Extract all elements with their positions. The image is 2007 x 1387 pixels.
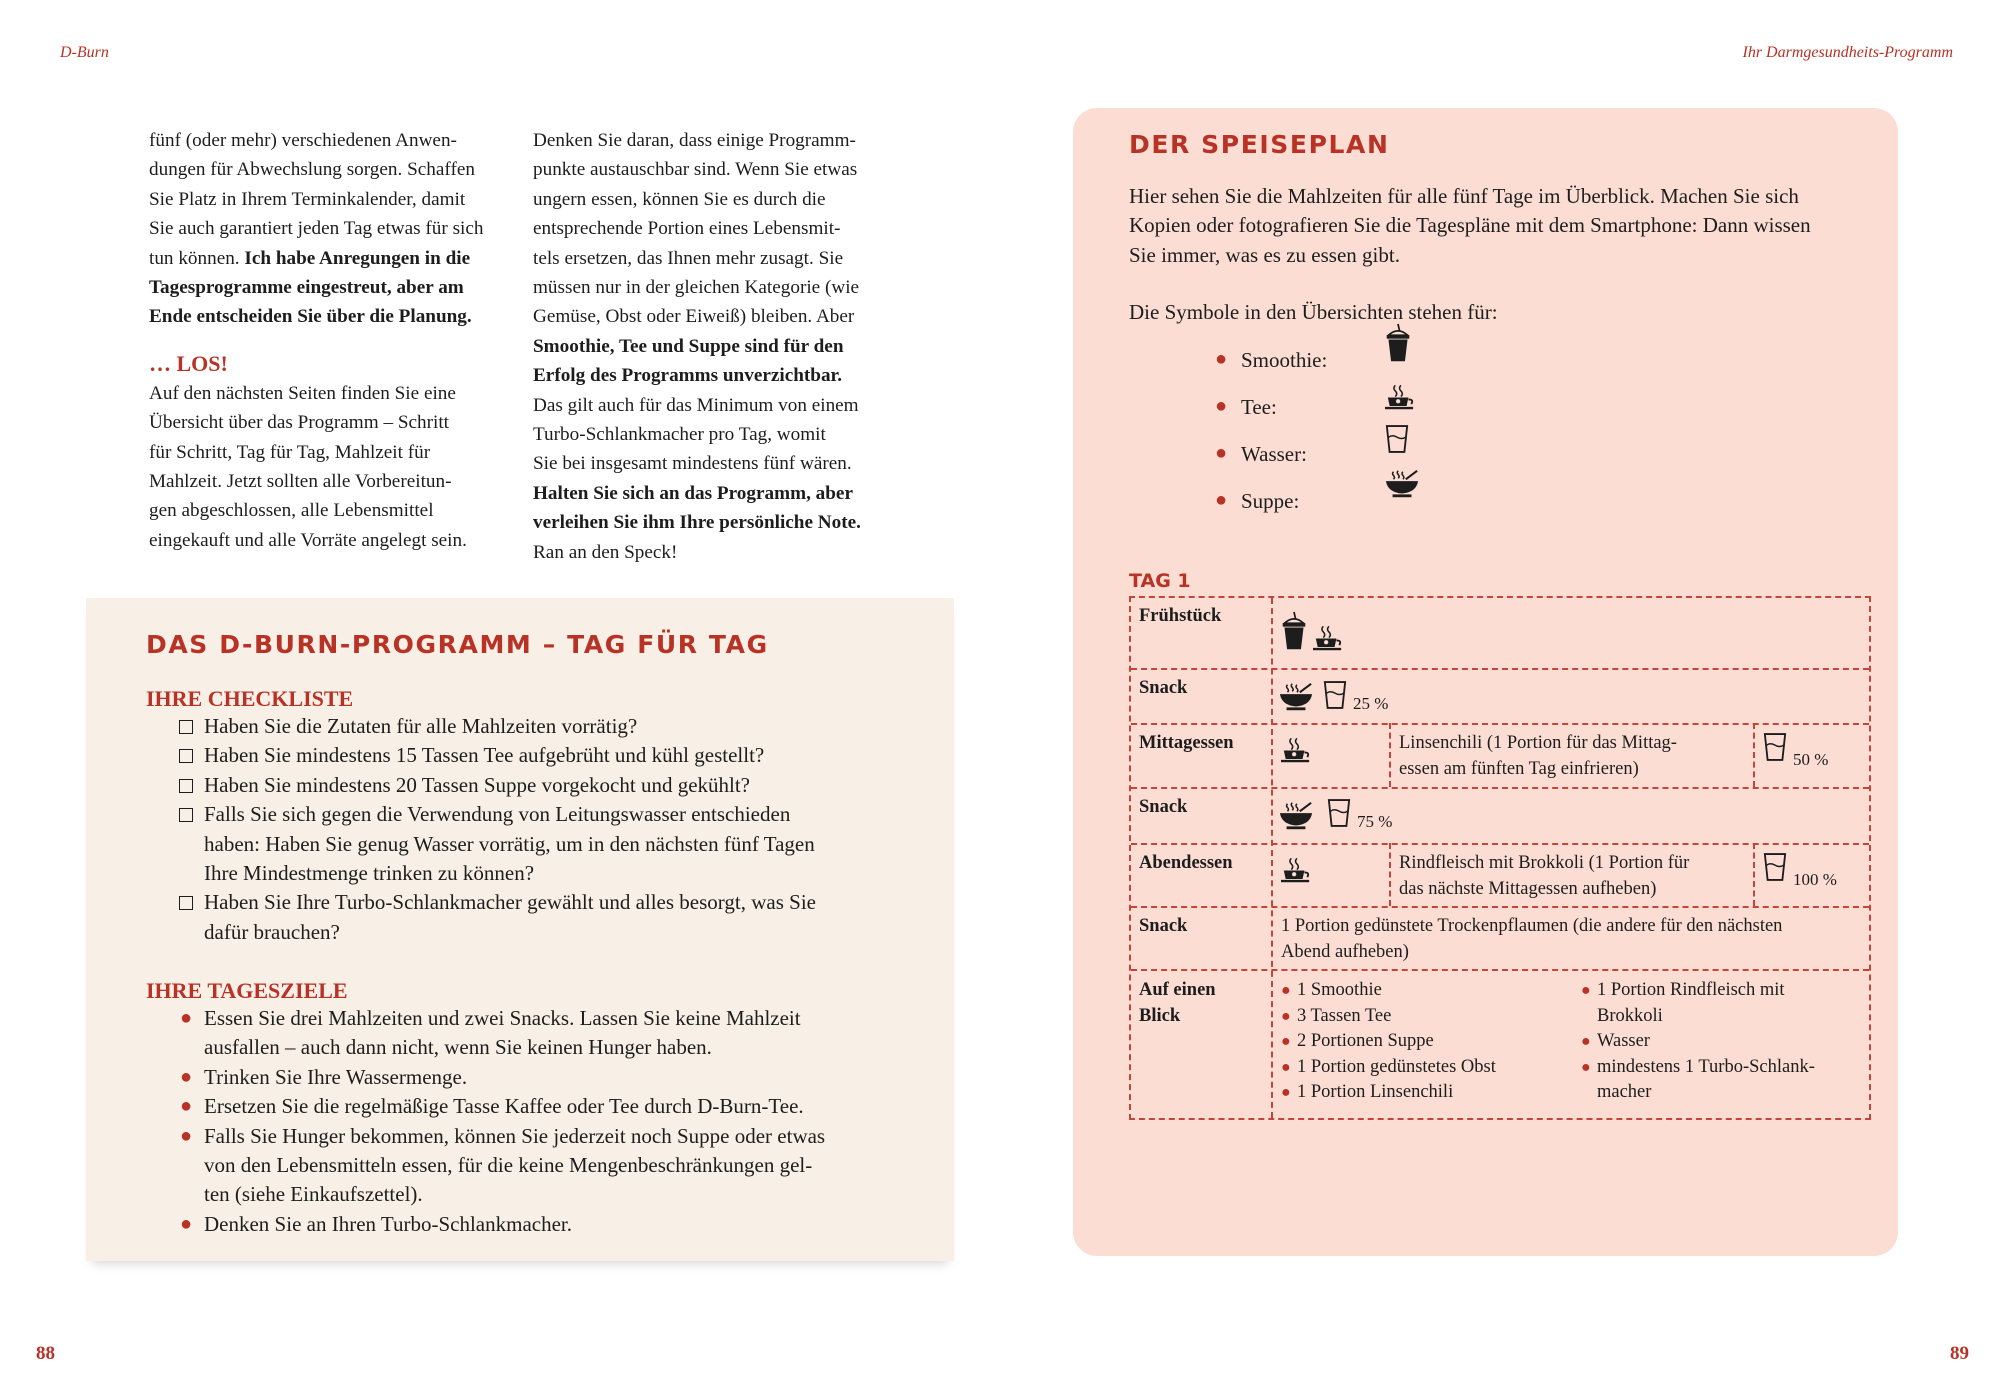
water-glass-icon (1323, 680, 1347, 710)
water-percentage: 50 % (1793, 750, 1829, 769)
tea-icon (1385, 385, 1415, 410)
goals-list (176, 1004, 896, 1239)
bullet-icon: ● (1581, 1058, 1591, 1076)
overview-item: ● 3 Tassen Tee (1281, 1004, 1571, 1030)
body-line-mixed (149, 244, 519, 273)
table-divider (1131, 723, 1869, 725)
goal-item: ● Denken Sie an Ihren Turbo-Schlankmacher. (176, 1210, 896, 1239)
meal-plan-table (1129, 596, 1871, 1120)
overview-item: ● 2 Portionen Suppe (1281, 1029, 1571, 1055)
bullet-icon: ● (1281, 1007, 1291, 1025)
water-glass-icon (1385, 424, 1409, 454)
bullet-icon: ● (1215, 489, 1228, 511)
body-line: Das gilt auch für das Minimum von einem (533, 394, 859, 416)
page-number-right: 89 (1950, 1343, 1969, 1364)
running-head-right: Ihr Darmgesundheits-Programm (1742, 44, 1953, 61)
body-bold-text: Erfolg des Programms unverzichtbar. (533, 365, 843, 387)
body-bold-text: Smoothie, Tee und Suppe sind für den (533, 335, 844, 357)
text-column-1 (149, 126, 519, 555)
table-divider (1389, 723, 1391, 787)
bullet-icon: ● (1215, 442, 1228, 464)
meal-plan-title: DER SPEISEPLAN (1129, 130, 1390, 159)
bullet-icon: ● (179, 1124, 193, 1147)
checklist-item: Haben Sie mindestens 15 Tassen Tee aufgebrüht und kühl gestellt? (176, 741, 896, 770)
overview-item: ● Wasser (1581, 1029, 1866, 1055)
checklist-item: Haben Sie mindestens 20 Tassen Suppe vorgekocht und gekühlt? (176, 771, 896, 800)
water-glass-icon (1763, 732, 1787, 762)
body-line: tels ersetzen, das Ihnen mehr zusagt. Sie (533, 247, 844, 269)
checkbox-icon (179, 720, 193, 734)
body-bold-text: verleihen Sie ihm Ihre persönliche Note. (533, 512, 861, 534)
dinner-dish: Rindfleisch mit Brokkoli (1 Portion für das nächste Mittagessen aufheben) (1399, 853, 1690, 899)
body-line: Übersicht über das Programm – Schritt (149, 412, 450, 434)
bullet-icon: ● (1281, 1058, 1291, 1076)
overview-item: ● 1 Portion Linsenchili (1281, 1080, 1571, 1106)
tea-icon (1313, 626, 1343, 651)
tea-icon (1281, 738, 1311, 763)
soup-icon (1279, 801, 1313, 831)
checkbox-icon (179, 779, 193, 793)
goal-item: ● Ersetzen Sie die regelmäßige Tasse Kaffee oder Tee durch D-Burn-Tee. (176, 1092, 896, 1121)
body-line: für Schritt, Tag für Tag, Mahlzeit für (149, 441, 431, 463)
bullet-icon: ● (1281, 982, 1291, 999)
bullet-icon: ● (1281, 1084, 1291, 1101)
bullet-icon: ● (179, 1007, 193, 1029)
snack-dish: 1 Portion gedünstete Trockenpflaumen (die andere für den nächsten Abend aufheben) (1281, 916, 1783, 962)
table-divider (1131, 843, 1869, 845)
body-line: Auf den nächsten Seiten finden Sie eine (149, 382, 456, 404)
bullet-icon: ● (179, 1095, 193, 1118)
water-percentage: 75 % (1357, 812, 1393, 831)
bullet-icon: ● (1215, 395, 1228, 417)
row-label-lunch: Mittagessen (1139, 733, 1234, 753)
bullet-icon: ● (179, 1065, 193, 1088)
page-number-left: 88 (36, 1343, 55, 1364)
program-box (86, 598, 954, 1261)
goal-item: ● Essen Sie drei Mahlzeiten und zwei Snacks. Lassen Sie keine Mahlzeit ausfallen – auch dann nicht, wenn Sie keinen Hunger haben. (176, 1004, 896, 1063)
table-divider (1131, 787, 1869, 789)
bullet-icon: ● (179, 1212, 193, 1235)
water-glass-icon (1327, 798, 1351, 828)
checkbox-icon (179, 896, 193, 910)
table-divider (1131, 906, 1869, 908)
checkbox-icon (179, 808, 193, 822)
body-line: Ran an den Speck! (533, 541, 678, 563)
soup-icon (1279, 682, 1313, 712)
overview-item: ● 1 Portion gedünstetes Obst (1281, 1055, 1571, 1081)
overview-list-right (1581, 978, 1866, 1106)
body-line: entsprechende Portion eines Lebensmit- (533, 218, 841, 240)
overview-item: ● 1 Portion Rindfleisch mit Brokkoli (1581, 980, 1785, 1026)
body-text: tun können. (149, 247, 245, 269)
table-divider (1271, 598, 1273, 1118)
body-line: punkte austauschbar sind. Wenn Sie etwas (533, 159, 858, 181)
row-label-snack: Snack (1139, 797, 1188, 817)
table-divider (1131, 969, 1869, 971)
smoothie-icon (1385, 322, 1411, 364)
checklist (176, 712, 896, 947)
table-divider (1389, 843, 1391, 906)
body-bold-text: Ende entscheiden Sie über die Planung. (149, 306, 472, 328)
soup-icon (1385, 469, 1419, 499)
water-glass-icon (1763, 852, 1787, 882)
body-line: Sie Platz in Ihrem Terminkalender, damit (149, 188, 466, 210)
row-label-snack: Snack (1139, 678, 1188, 698)
bullet-icon: ● (1215, 348, 1228, 370)
goal-item: ● Trinken Sie Ihre Wassermenge. (176, 1063, 896, 1092)
meal-plan-intro: Hier sehen Sie die Mahlzeiten für alle fünf Tage im Überblick. Machen Sie sich Kopien oder fotografieren Sie die Tagespläne mit dem Smartphone: Dann wissen Sie immer, was es zu essen gibt. (1129, 184, 1811, 267)
table-divider (1753, 843, 1755, 906)
overview-item: ● mindestens 1 Turbo-Schlank- macher (1581, 1056, 1815, 1102)
los-heading: … LOS! (149, 350, 228, 376)
table-divider (1131, 668, 1869, 670)
bullet-icon: ● (1581, 982, 1591, 999)
body-bold-text: Tagesprogramme eingestreut, aber am (149, 277, 464, 299)
body-line: Mahlzeit. Jetzt sollten alle Vorbereitun- (149, 471, 452, 493)
goal-item: ● Falls Sie Hunger bekommen, können Sie jederzeit noch Suppe oder etwas von den Lebensmitteln essen, für die keine Mengenbeschränkungen gel- ten (siehe Einkaufszettel). (176, 1122, 896, 1210)
checklist-item: Haben Sie Ihre Turbo-Schlankmacher gewählt und alles besorgt, was Sie dafür brauchen? (176, 888, 896, 947)
overview-item: ● 1 Smoothie (1281, 978, 1571, 1004)
body-line: Denken Sie daran, dass einige Programm- (533, 130, 856, 151)
goals-heading: IHRE TAGESZIELE (146, 978, 348, 1003)
smoothie-icon (1281, 610, 1307, 652)
row-label-dinner: Abendessen (1139, 853, 1233, 873)
body-line: fünf (oder mehr) verschiedenen Anwen- (149, 130, 457, 151)
water-percentage: 100 % (1793, 870, 1837, 889)
text-column-2 (533, 126, 913, 567)
row-label-breakfast: Frühstück (1139, 606, 1222, 626)
body-line: Sie bei insgesamt mindestens fünf wären. (533, 453, 852, 475)
checkbox-icon (179, 749, 193, 763)
tea-icon (1281, 858, 1311, 883)
body-line: dungen für Abwechslung sorgen. Schaffen (149, 159, 475, 181)
checklist-item: Haben Sie die Zutaten für alle Mahlzeiten vorrätig? (176, 712, 896, 741)
lunch-dish: Linsenchili (1 Portion für das Mittag- essen am fünften Tag einfrieren) (1399, 733, 1677, 779)
body-bold-text: Ich habe Anregungen in die (244, 247, 471, 269)
row-label-overview: Auf einen Blick (1139, 980, 1216, 1026)
body-bold-text: Halten Sie sich an das Programm, aber (533, 482, 853, 504)
day-label: TAG 1 (1129, 570, 1191, 592)
row-label-snack: Snack (1139, 916, 1188, 936)
body-line: Gemüse, Obst oder Eiweiß) bleiben. Aber (533, 306, 855, 328)
checklist-item: Falls Sie sich gegen die Verwendung von Leitungswasser entschieden haben: Haben Sie genug Wasser vorrätig, um in den nächsten fünf Tagen Ihre Mindestmenge trinken zu können? (176, 800, 896, 888)
table-divider (1753, 723, 1755, 787)
bullet-icon: ● (1581, 1033, 1591, 1050)
bullet-icon: ● (1281, 1033, 1291, 1050)
checklist-heading: IHRE CHECKLISTE (146, 686, 354, 711)
body-line: ungern essen, können Sie es durch die (533, 188, 826, 210)
symbols-intro: Die Symbole in den Übersichten stehen für: (1129, 300, 1498, 324)
meal-plan-box: DER SPEISEPLAN Hier sehen Sie die Mahlzeiten für alle fünf Tage im Überblick. Machen Sie sich Kopien oder fotografieren Sie die Tagespläne mit dem Smartphone: Dann wissen Sie immer, was es zu essen gibt. Die Symbole in den Übersichten stehen für: ● Smoothie: ● Tee: ● Wasser: ● Suppe: TAG 1 Frühstück Snack 25 % Mittagessen Linsenchili (1 Portion für das Mittag- essen am fünften Tag einfrieren) 50 % Snack 75 % Abendessen Rindfleisch mit Brokkoli (1 Portion für das nächste Mittagessen aufheben) 100 % Snack 1 Portion gedünstete Trockenpflaumen (die andere für den nächsten Abend aufheben) Auf einen Blick ● 1 Smoothie ● 3 Tassen Tee ● 2 Portionen Suppe ● 1 Portion gedünstetes Obst ● 1 Portion Linsenchili ● 1 Portion Rindfleisch mit Brokkoli ● Wasser ● mindestens 1 Turbo-Schlank- macher (1073, 108, 1898, 1256)
body-line: Turbo-Schlankmacher pro Tag, womit (533, 424, 826, 446)
program-box-title: DAS D-BURN-PROGRAMM – TAG FÜR TAG (146, 630, 769, 659)
overview-list-left (1281, 978, 1571, 1106)
body-line: gen abgeschlossen, alle Lebensmittel (149, 500, 434, 522)
body-line: Sie auch garantiert jeden Tag etwas für sich (149, 218, 484, 240)
body-line: müssen nur in der gleichen Kategorie (wie (533, 277, 860, 299)
water-percentage: 25 % (1353, 694, 1389, 713)
body-line: eingekauft und alle Vorräte angelegt sein. (149, 529, 467, 551)
running-head-left: D-Burn (60, 44, 109, 61)
